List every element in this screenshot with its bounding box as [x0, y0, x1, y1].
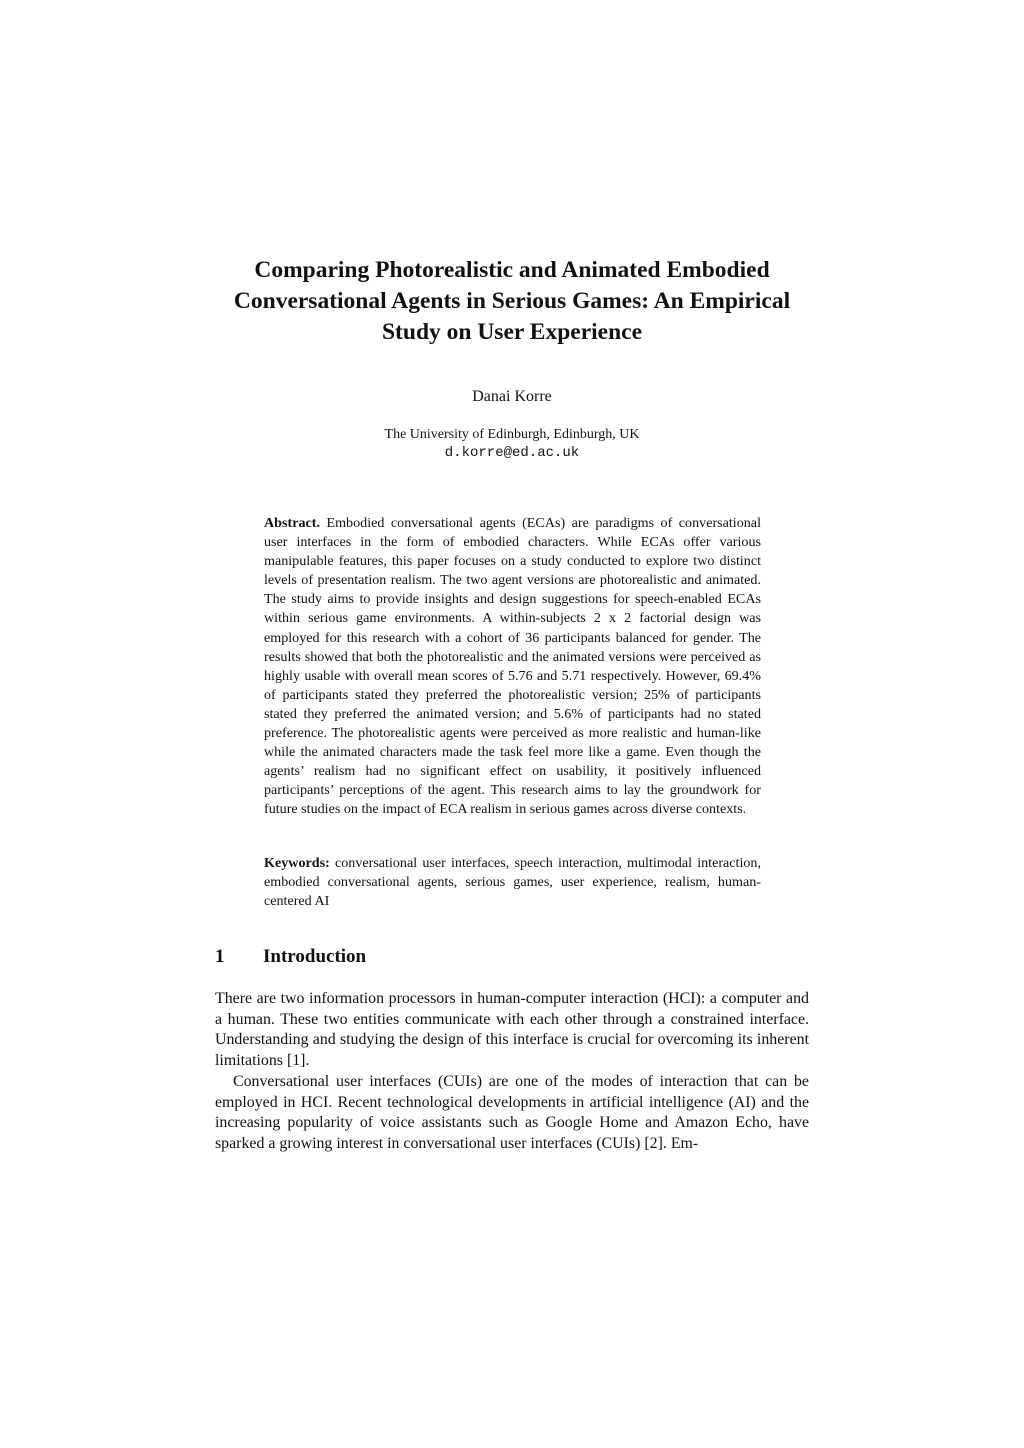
abstract-label: Abstract.: [264, 515, 320, 531]
title-line: Comparing Photorealistic and Animated Embodied: [254, 257, 770, 283]
author-email: d.korre@ed.ac.uk: [444, 445, 580, 461]
keywords-block: [264, 854, 761, 911]
section-number: 1: [215, 946, 225, 967]
abstract-text: Embodied conversational agents (ECAs) are paradigms of conversational user interfaces in the form of embodied characters. While ECAs offer various manipulable features, this paper focuses on a study conducted to explore two distinct levels of presentation realism. The two agent versions are photorealistic and animated. The study aims to provide insights and design suggestions for speech-enabled ECAs within serious game environments. A within-subjects 2 x 2 factorial design was employed for this research with a cohort of 36 participants balanced for gender. The results showed that both the photorealistic and the animated versions were perceived as highly usable with overall mean scores of 5.76 and 5.71 respectively. However, 69.4% of participants stated they preferred the photorealistic version; 25% of participants stated they preferred the animated version; and 5.6% of participants had no stated preference. The photorealistic agents were perceived as more realistic and human-like while the animated characters made the task feel more like a game. Even though the agents’ realism had no significant effect on usability, it positively influenced participants’ perceptions of the agent. This research aims to lay the groundwork for future studies on the impact of ECA realism in serious games across diverse contexts.: [264, 515, 761, 818]
author-name: Danai Korre: [472, 388, 552, 405]
body-paragraph: Conversational user interfaces (CUIs) are one of the modes of interaction that can be employed in HCI. Recent technological developments in artificial intelligence (AI) and the increasing popularity of voice assistants such as Google Home and Amazon Echo, have sparked a growing interest in conversational user interfaces (CUIs) [2]. Em-: [215, 1073, 809, 1152]
author-affiliation: The University of Edinburgh, Edinburgh, UK: [384, 427, 640, 442]
keywords-label: Keywords:: [264, 855, 330, 871]
paper-title: [180, 255, 844, 348]
title-line: Conversational Agents in Serious Games: An Empirical: [233, 288, 791, 314]
title-line: Study on User Experience: [381, 319, 643, 345]
section-heading: [215, 944, 366, 970]
abstract-block: [264, 514, 761, 820]
keywords-text: conversational user interfaces, speech interaction, multimodal interaction, embodied conversational agents, serious games, user experience, realism, human-centered AI: [264, 855, 761, 910]
body-paragraph: There are two information processors in human-computer interaction (HCI): a computer and a human. These two entities communicate with each other through a constrained interface. Understanding and studying the design of this interface is crucial for overcoming its inherent limitations [1].: [215, 990, 809, 1069]
section-title: Introduction: [263, 946, 367, 967]
